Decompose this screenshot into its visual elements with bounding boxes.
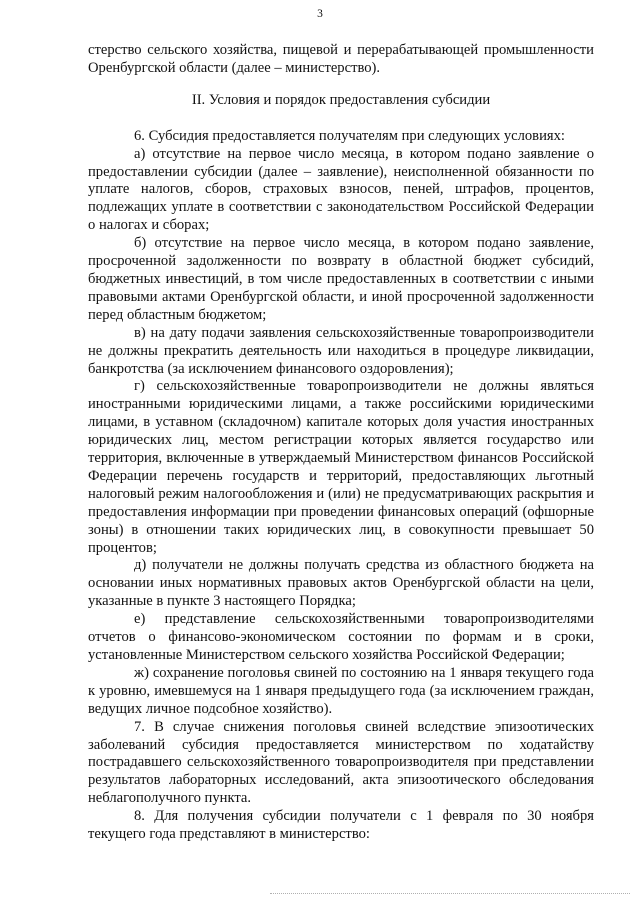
clause-6a: а) отсутствие на первое число месяца, в котором подано заявление о предоставлении субсидии (далее – заявление), неисполненной обязанности по уплате налогов, сборов, страховых взносов, пеней, штрафов, процентов, подлежащих уплате в соответствии с законодательством Российской Федерации о налогах и сборах;: [88, 145, 594, 234]
clause-6b: б) отсутствие на первое число месяца, в котором подано заявление, просроченной задолженности по возврату в областной бюджет субсидий, бюджетных инвестиций, в том числе предоставленных в соответствии с иными правовыми актами Оренбургской области, и иной просроченной задолженности перед областным бюджетом;: [88, 235, 594, 323]
page-number: 3: [317, 8, 323, 20]
clause-6g: г) сельскохозяйственные товаропроизводители не должны являться иностранными юридическими лицами, а также российскими юридическими лицами, в уставном (складочном) капитале которых доля участия иностранных юридических лиц, местом регистрации которых является государство или территория, включенные в утверждаемый Министерством финансов Российской Федерации перечень государств и территорий, предоставляющих льготный налоговый режим налогообложения и (или) не предусматривающих раскрытия и предоставления информации при проведении финансовых операций (офшорные зоны) в отношении таких юридических лиц, в совокупности превышает 50 процентов;: [88, 378, 594, 556]
paragraph-continuation: стерство сельского хозяйства, пищевой и перерабатывающей промышленности Оренбургской области (далее – министерство).: [88, 42, 594, 76]
scan-artifact-dots: [270, 893, 630, 898]
clause-8: 8. Для получения субсидии получатели с 1 февраля по 30 ноября текущего года представляют в министерство:: [88, 808, 594, 843]
clause-6v: в) на дату подачи заявления сельскохозяйственные товаропроизводители не должны прекратить деятельность или находиться в процедуре ликвидации, банкротства (за исключением финансового оздоровления);: [88, 324, 594, 377]
clause-6d: д) получатели не должны получать средства из областного бюджета на основании иных нормативных правовых актов Оренбургской области на цели, указанные в пункте 3 настоящего Порядка;: [88, 557, 594, 610]
section-heading: II. Условия и порядок предоставления субсидии: [191, 91, 491, 108]
clause-7: 7. В случае снижения поголовья свиней вследствие эпизоотических заболеваний субсидия предоставляется министерством по ходатайству пострадавшего сельскохозяйственного товаропроизводителя при представлении результатов лабораторных исследований, акта эпизоотического обследования неблагополучного пункта.: [88, 718, 594, 807]
document-body: [88, 42, 594, 844]
clause-6zh: ж) сохранение поголовья свиней по состоянию на 1 января текущего года к уровню, имевшемуся на 1 января предыдущего года (за исключением граждан, ведущих личное подсобное хозяйство).: [88, 664, 594, 717]
clause-6: 6. Субсидия предоставляется получателям при следующих условиях:: [134, 127, 565, 144]
clause-6e: е) представление сельскохозяйственными товаропроизводителями отчетов о финансово-экономическом состоянии по формам и в сроки, установленные Министерством сельского хозяйства Российской Федерации;: [88, 611, 594, 663]
